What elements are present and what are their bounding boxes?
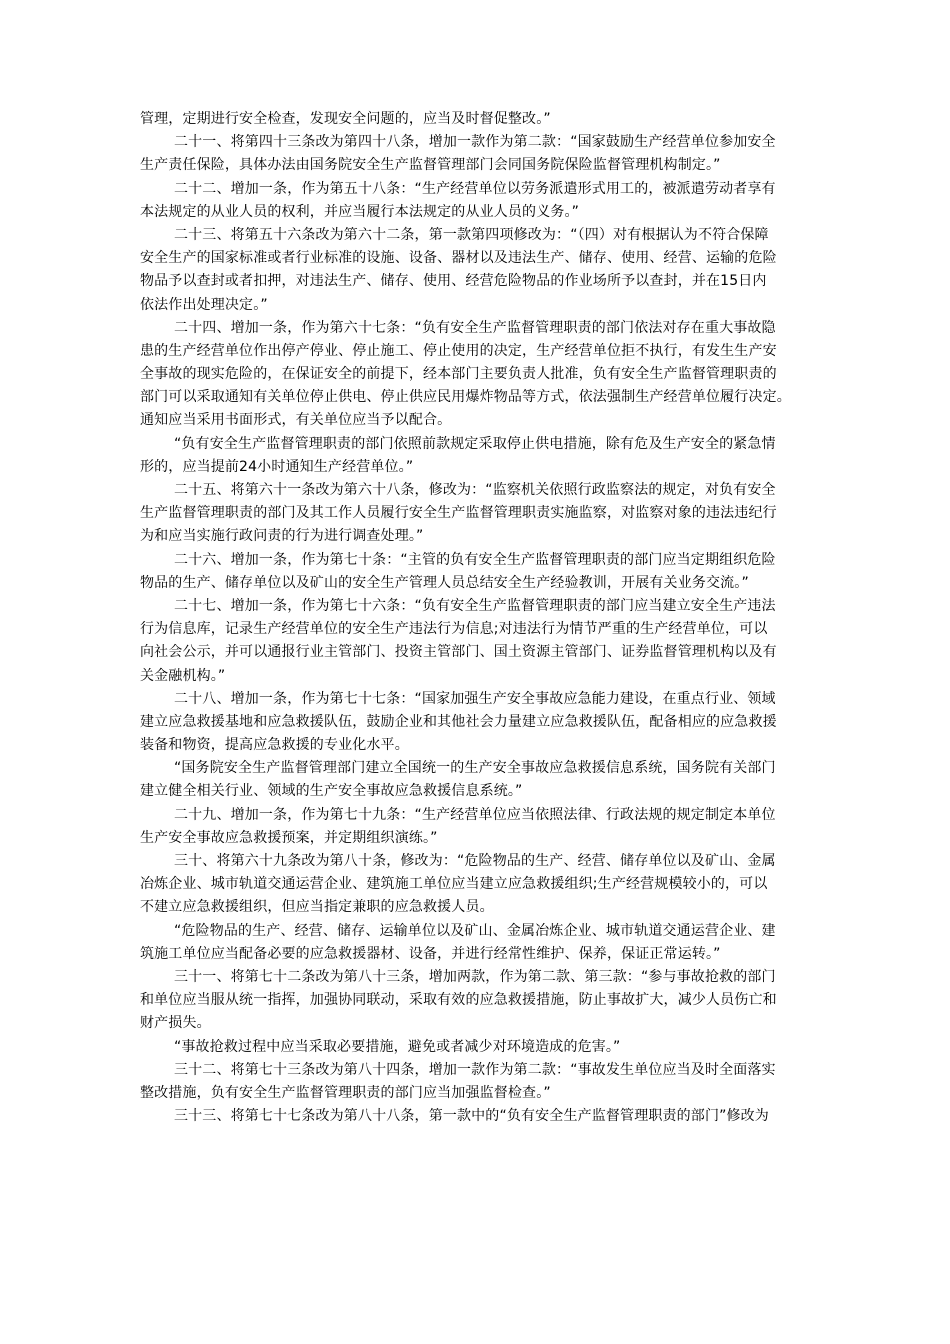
text-line: 三十、将第六十九条改为第八十条，修改为：“危险物品的生产、经营、储存单位以及矿山、金属 [174,853,776,869]
text-line: 为和应当实施行政问责的行为进行调查处理。” [140,528,424,545]
text-line: “国务院安全生产监督管理部门建立全国统一的生产安全事故应急救援信息系统，国务院有关部门 [174,760,776,777]
text-line: “事故抢救过程中应当采取必要措施，避免或者减少对环境造成的危害。” [174,1038,621,1055]
text-line: 生产监督管理职责的部门及其工作人员履行安全生产监督管理职责实施监察，对监察对象的违法违纪行 [140,505,777,522]
text-line: 冶炼企业、城市轨道交通运营企业、建筑施工单位应当建立应急救援组织;生产经营规模较小的，可以 [140,876,768,893]
text-line: 二十一、将第四十三条改为第四十八条，增加一款作为第二款：“国家鼓励生产经营单位参加安全 [174,134,776,151]
text-line: 全事故的现实危险的，在保证安全的前提下，经本部门主要负责人批准，负有安全生产监督管理职责的 [140,366,777,383]
text-line: 通知应当采用书面形式，有关单位应当予以配合。 [140,412,452,429]
text-line: 形的，应当提前24小时通知生产经营单位。” [140,458,414,475]
text-line: 部门可以采取通知有关单位停止供电、停止供应民用爆炸物品等方式，依法强制生产经营单位履行决定。 [140,389,791,406]
text-line: 二十七、增加一条，作为第七十六条：“负有安全生产监督管理职责的部门应当建立安全生产违法 [174,597,776,614]
text-line: 生产责任保险，具体办法由国务院安全生产监督管理部门会同国务院保险监督管理机构制定。” [140,157,721,174]
text-line: 三十三、将第七十七条改为第八十八条，第一款中的“负有安全生产监督管理职责的部门”修改为 [174,1108,769,1125]
text-line: 向社会公示，并可以通报行业主管部门、投资主管部门、国土资源主管部门、证券监督管理机构以及有 [140,644,777,661]
text-line: 财产损失。 [140,1015,211,1032]
text-line: 建立健全相关行业、领域的生产安全事故应急救援信息系统。” [140,783,523,800]
text-line: 三十二、将第七十三条改为第八十四条，增加一款作为第二款：“事故发生单位应当及时全面落实 [174,1061,776,1078]
text-line: “负有安全生产监督管理职责的部门依照前款规定采取停止供电措施，除有危及生产安全的紧急情 [174,435,776,452]
text-line: 二十二、增加一条，作为第五十八条：“生产经营单位以劳务派遣形式用工的，被派遣劳动者享有 [174,180,776,197]
text-line: 物品予以查封或者扣押，对违法生产、储存、使用、经营危险物品的作业场所予以查封，并在15日内 [140,273,767,290]
text-line: 建立应急救援基地和应急救援队伍，鼓励企业和其他社会力量建立应急救援队伍，配备相应的应急救援 [140,713,777,730]
document-page [140,108,830,1128]
text-line: 不建立应急救援组织，但应当指定兼职的应急救援人员。 [140,899,494,916]
text-line: 二十六、增加一条，作为第七十条：“主管的负有安全生产监督管理职责的部门应当定期组织危险 [174,551,776,568]
text-line: 本法规定的从业人员的权利，并应当履行本法规定的从业人员的义务。” [140,203,580,220]
text-line: 行为信息库，记录生产经营单位的安全生产违法行为信息;对违法行为情节严重的生产经营单位，可以 [140,621,768,638]
text-line: 依法作出处理决定。” [140,296,268,313]
text-line: 三十一、将第七十二条改为第八十三条，增加两款，作为第二款、第三款：“参与事故抢救的部门 [174,968,776,985]
text-line: 安全生产的国家标准或者行业标准的设施、设备、器材以及违法生产、储存、使用、经营、运输的危险 [140,250,777,267]
text-line: 二十八、增加一条，作为第七十七条：“国家加强生产安全事故应急能力建设，在重点行业、领域 [174,690,776,707]
text-line: 患的生产经营单位作出停产停业、停止施工、停止使用的决定，生产经营单位拒不执行，有发生生产安 [140,342,777,359]
text-line: 关金融机构。” [140,667,226,684]
text-line: 装备和物资，提高应急救援的专业化水平。 [140,737,409,754]
text-line: 二十三、将第五十六条改为第六十二条，第一款第四项修改为：“（四）对有根据认为不符合保障 [174,226,769,243]
text-line: 管理，定期进行安全检查，发现安全问题的，应当及时督促整改。” [140,111,551,127]
text-line: “危险物品的生产、经营、储存、运输单位以及矿山、金属冶炼企业、城市轨道交通运营企业、建 [174,922,776,939]
text-line: 物品的生产、储存单位以及矿山的安全生产管理人员总结安全生产经验教训，开展有关业务交流。” [140,574,749,591]
text-line: 筑施工单位应当配备必要的应急救援器材、设备，并进行经常性维护、保养，保证正常运转。” [140,945,721,962]
text-line: 生产安全事故应急救援预案，并定期组织演练。” [140,829,438,846]
text-line: 二十四、增加一条，作为第六十七条：“负有安全生产监督管理职责的部门依法对存在重大事故隐 [174,319,776,336]
text-line: 和单位应当服从统一指挥，加强协同联动，采取有效的应急救援措施，防止事故扩大，减少人员伤亡和 [140,992,777,1009]
text-line: 二十五、将第六十一条改为第六十八条，修改为：“监察机关依照行政监察法的规定，对负有安全 [174,482,776,498]
text-line: 整改措施，负有安全生产监督管理职责的部门应当加强监督检查。” [140,1084,551,1101]
text-line: 二十九、增加一条，作为第七十九条：“生产经营单位应当依照法律、行政法规的规定制定本单位 [174,806,776,823]
